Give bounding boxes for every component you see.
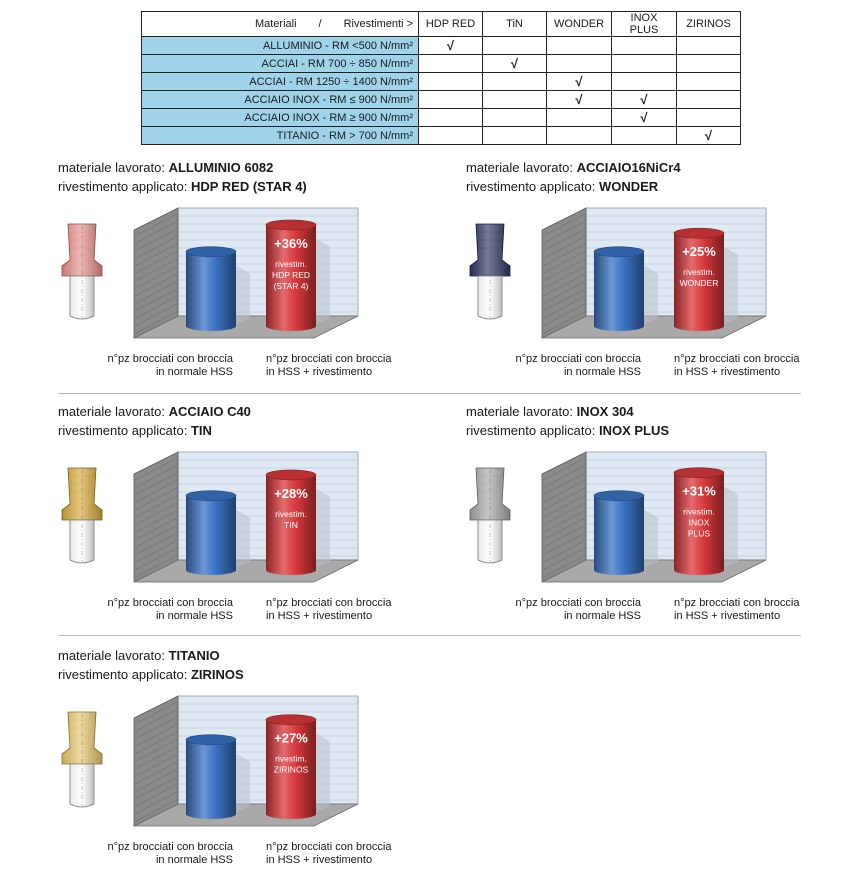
material-prefix: materiale lavorato: [58,160,169,175]
bar-hss [186,491,236,575]
coating-tag-line: WONDER [679,278,719,289]
material-cell: ACCIAIO INOX - RM ≥ 900 N/mm² [142,109,419,127]
caption-coated [266,841,391,867]
material-cell: ACCIAIO INOX - RM ≤ 900 N/mm² [142,91,419,109]
broach-tool-icon [470,468,510,563]
empty-cell [547,37,612,55]
caption-coated [266,353,391,379]
empty-cell [483,109,547,127]
caption-line: in HSS + rivestimento [266,854,373,866]
material-line [466,404,634,419]
increase-label: +31% [682,483,716,499]
material-cell: TITANIO - RM > 700 N/mm² [142,127,419,145]
caption-coated [674,597,799,623]
coating-line [58,667,244,682]
material-line [466,160,681,175]
coating-tag-line: (STAR 4) [273,280,309,291]
bar-chart-3d [58,202,378,354]
coating-tag-line: HDP RED [271,269,311,280]
check-mark-cell: √ [419,37,483,55]
chart-left-wall [134,208,178,338]
coating-column-header: HDP RED [419,12,483,37]
caption-line: n°pz brocciati con broccia [107,841,233,853]
bar-hss [186,247,236,331]
materials-header: Materiali [254,18,297,30]
chart-left-wall [542,208,586,338]
coating-name: TIN [190,423,212,438]
caption-line: n°pz brocciati con broccia [674,353,800,365]
empty-cell [419,73,483,91]
coating-tag-line: INOX [688,517,710,528]
empty-cell [419,109,483,127]
caption-line: n°pz brocciati con broccia [515,353,641,365]
table-row [142,55,741,73]
coating-line [466,179,658,194]
chart-panel [466,160,846,390]
table-row [142,73,741,91]
section-divider [58,635,801,636]
coating-tag-line: rivestim. [275,508,307,519]
increase-label: +27% [274,730,308,746]
broach-tool-icon [62,712,102,807]
coating-tag-line: ZIRINOS [273,764,309,775]
empty-cell [547,109,612,127]
empty-cell [547,55,612,73]
coating-name: WONDER [598,179,659,194]
table-header-corner [142,12,419,37]
caption-line: in normale HSS [155,854,233,866]
bar-chart-3d [58,690,378,842]
caption-line: n°pz brocciati con broccia [266,353,392,365]
header-separator: / [318,18,322,30]
bar-hss [594,491,644,575]
empty-cell [483,127,547,145]
check-mark-cell: √ [612,109,677,127]
chart-panel [58,404,438,634]
coating-prefix: rivestimento applicato: [466,423,599,438]
bar-hss [594,247,644,331]
empty-cell [612,127,677,145]
caption-hss [516,597,641,623]
table-row [142,109,741,127]
empty-cell [677,91,741,109]
coating-line [466,423,669,438]
chart-left-wall [134,452,178,582]
caption-hss [516,353,641,379]
table-row [142,37,741,55]
chart-panel [58,648,438,878]
empty-cell [483,37,547,55]
bar-hss [186,735,236,819]
empty-cell [612,37,677,55]
material-name: ACCIAIO C40 [168,404,251,419]
broach-tool-icon [62,468,102,563]
caption-line: n°pz brocciati con broccia [266,597,392,609]
coating-tag-line: TIN [284,519,298,530]
material-name: TITANIO [168,648,220,663]
increase-label: +36% [274,235,308,251]
empty-cell [419,127,483,145]
material-prefix: materiale lavorato: [58,648,169,663]
material-line [58,404,251,419]
coating-prefix: rivestimento applicato: [58,667,191,682]
caption-line: in normale HSS [155,610,233,622]
caption-line: in normale HSS [563,366,641,378]
coating-material-table [141,11,741,145]
caption-coated [674,353,799,379]
coating-tag-line: rivestim. [683,506,715,517]
caption-line: n°pz brocciati con broccia [674,597,800,609]
coating-prefix: rivestimento applicato: [58,179,191,194]
coating-name: HDP RED (STAR 4) [190,179,307,194]
coating-name: ZIRINOS [190,667,244,682]
table-header-row [142,12,741,37]
empty-cell [677,37,741,55]
material-prefix: materiale lavorato: [58,404,169,419]
coating-tag-line: PLUS [687,528,711,539]
material-line [58,160,273,175]
bar-chart-3d [466,202,786,354]
chart-panel [58,160,438,390]
material-cell: ALLUMINIO - RM <500 N/mm² [142,37,419,55]
coating-column-header: ZIRINOS [677,12,741,37]
coating-name: INOX PLUS [598,423,670,438]
caption-line: n°pz brocciati con broccia [107,353,233,365]
chart-panel [466,404,846,634]
section-divider [58,393,801,394]
coating-column-header: TiN [483,12,547,37]
coating-prefix: rivestimento applicato: [466,179,599,194]
material-prefix: materiale lavorato: [466,404,577,419]
material-name: INOX 304 [576,404,634,419]
bar-chart-3d [58,446,378,598]
caption-line: in HSS + rivestimento [674,366,781,378]
material-cell: ACCIAI - RM 700 ÷ 850 N/mm² [142,55,419,73]
chart-left-wall [134,696,178,826]
caption-line: n°pz brocciati con broccia [515,597,641,609]
material-line [58,648,220,663]
empty-cell [419,91,483,109]
check-mark-cell: √ [483,55,547,73]
empty-cell [677,109,741,127]
coating-line [58,179,307,194]
caption-hss [108,597,233,623]
caption-line: in HSS + rivestimento [266,366,373,378]
material-prefix: materiale lavorato: [466,160,577,175]
coating-column-header: WONDER [547,12,612,37]
caption-hss [108,841,233,867]
empty-cell [547,127,612,145]
increase-label: +25% [682,244,716,260]
coating-tag-line: rivestim. [275,258,307,269]
caption-line: in HSS + rivestimento [674,610,781,622]
coating-prefix: rivestimento applicato: [58,423,191,438]
check-mark-cell: √ [612,91,677,109]
empty-cell [677,73,741,91]
empty-cell [419,55,483,73]
chart-left-wall [542,452,586,582]
coating-tag-line: rivestim. [683,267,715,278]
coating-tag-line: rivestim. [275,753,307,764]
caption-line: n°pz brocciati con broccia [266,841,392,853]
caption-line: in HSS + rivestimento [266,610,373,622]
table-row [142,91,741,109]
table-row [142,127,741,145]
broach-tool-icon [470,224,510,319]
bar-chart-3d [466,446,786,598]
material-name: ALLUMINIO 6082 [168,160,274,175]
check-mark-cell: √ [677,127,741,145]
caption-line: in normale HSS [563,610,641,622]
caption-hss [108,353,233,379]
material-cell: ACCIAI - RM 1250 ÷ 1400 N/mm² [142,73,419,91]
material-name: ACCIAIO16NiCr4 [576,160,681,175]
coatings-header: Rivestimenti > [343,18,413,30]
empty-cell [677,55,741,73]
caption-line: n°pz brocciati con broccia [107,597,233,609]
caption-coated [266,597,391,623]
broach-tool-icon [62,224,102,319]
check-mark-cell: √ [547,91,612,109]
empty-cell [612,55,677,73]
check-mark-cell: √ [547,73,612,91]
empty-cell [612,73,677,91]
empty-cell [483,73,547,91]
coating-column-header: INOX PLUS [612,12,677,37]
coating-line [58,423,212,438]
caption-line: in normale HSS [155,366,233,378]
increase-label: +28% [274,485,308,501]
empty-cell [483,91,547,109]
